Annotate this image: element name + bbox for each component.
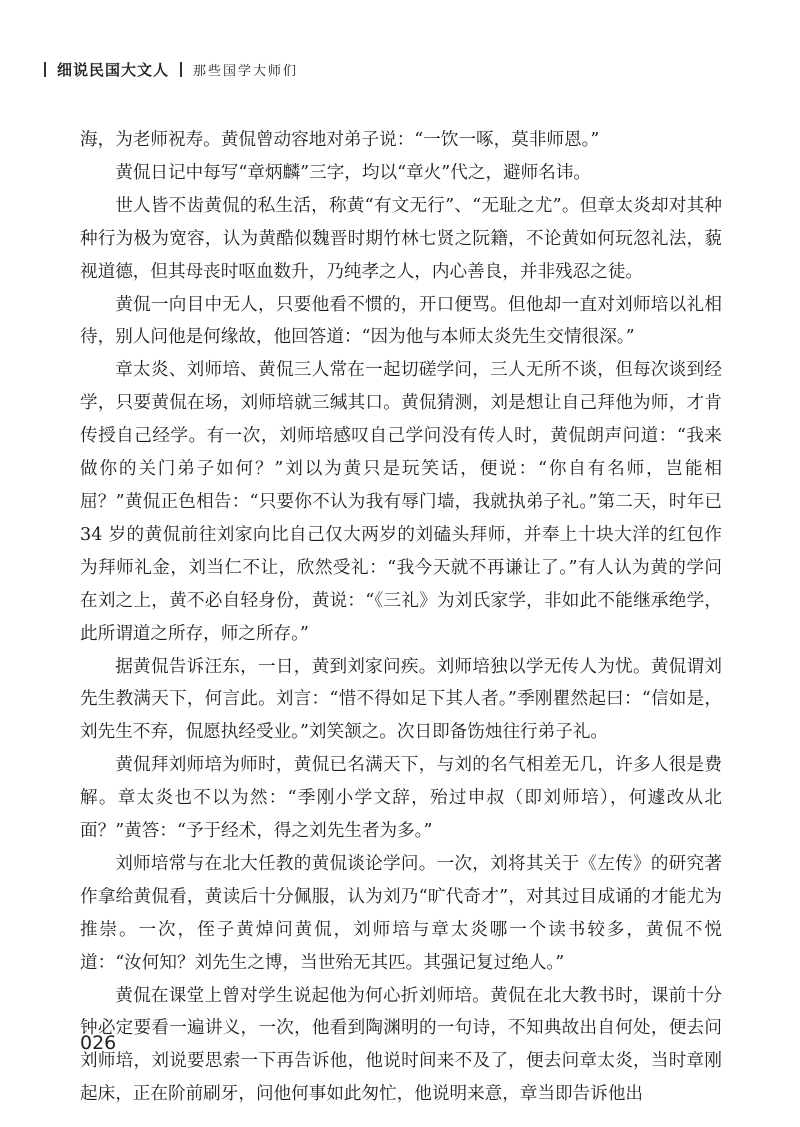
paragraph: 黄侃在课堂上曾对学生说起他为何心折刘师培。黄侃在北大教书时，课前十分钟必定要看一遍讲义，一次，他看到陶渊明的一句诗，不知典故出自何处，便去问刘师培，刘说要思索一下再告诉他，他说时间来不及了，便去问章太炎，当时章刚起床，正在阶前刷牙，问他何事如此匆忙，他说明来意，章当即告诉他出	[80, 985, 722, 1105]
book-title: 细说民国大文人	[57, 60, 170, 79]
paragraph: 黄侃拜刘师培为师时，黄侃已名满天下，与刘的名气相差无几，许多人很是费解。章太炎也不以为然：“季刚小学文辞，殆过申叔（即刘师培），何遽改从北面？”黄答：“予于经术，得之刘先生者为多。”	[80, 755, 722, 842]
paragraph: 刘师培常与在北大任教的黄侃谈论学问。一次，刘将其关于《左传》的研究著作拿给黄侃看，黄读后十分佩服，认为刘乃“旷代奇才”，对其过目成诵的才能尤为推崇。一次，侄子黄焯问黄侃，刘师培与章太炎哪一个读书较多，黄侃不悦道：“汝何知？刘先生之博，当世殆无其匹。其强记复过绝人。”	[80, 853, 722, 973]
paragraph: 黄侃一向目中无人，只要他看不惯的，开口便骂。但他却一直对刘师培以礼相待，别人问他是何缘故，他回答道：“因为他与本师太炎先生交情很深。”	[80, 294, 722, 348]
paragraph: 据黄侃告诉汪东，一日，黄到刘家问疾。刘师培独以学无传人为忧。黄侃谓刘先生教满天下，何言此。刘言：“惜不得如足下其人者。”季刚瞿然起曰：“信如是，刘先生不弃，侃愿执经受业。”刘笑颔之。次日即备饬烛往行弟子礼。	[80, 656, 722, 743]
header-separator-bar	[180, 62, 182, 77]
paragraph: 黄侃日记中每写“章炳麟”三字，均以“章火”代之，避师名讳。	[115, 162, 592, 183]
chapter-title: 那些国学大师们	[193, 63, 299, 79]
paragraph: 章太炎、刘师培、黄侃三人常在一起切磋学问，三人无所不谈，但每次谈到经学，只要黄侃在场，刘师培就三缄其口。黄侃猜测，刘是想让自己拜他为师，才肯传授自己经学。有一次，刘师培感叹自己学问没有传人时，黄侃朗声问道：“我来做你的关门弟子如何？”刘以为黄只是玩笑话，便说：“你自有名师，岂能相屈？”黄侃正色相告：“只要你不认为我有辱门墙，我就执弟子礼。”第二天，时年已 34 岁的黄侃前往刘家向比自己仅大两岁的刘磕头拜师，并奉上十块大洋的红包作为拜师礼金，刘当仁不让，欣然受礼：“我今天就不再谦让了。”有人认为黄的学问在刘之上，黄不必自轻身份，黄说：“《三礼》为刘氏家学，非如此不能继承绝学，此所谓道之所存，师之所存。”	[80, 360, 722, 644]
page-number: 026	[80, 1032, 117, 1054]
running-header	[44, 56, 298, 82]
body-text	[80, 124, 722, 1111]
paragraph-continued: 海，为老师祝寿。黄侃曾动容地对弟子说：“一饮一啄，莫非师恩。”	[80, 130, 600, 150]
paragraph: 世人皆不齿黄侃的私生活，称黄“有文无行”、“无耻之尤”。但章太炎却对其种种行为极为宽容，认为黄酷似魏晋时期竹林七贤之阮籍，不论黄如何玩忽礼法，藐视道德，但其母丧时呕血数升，乃纯孝之人，内心善良，并非残忍之徒。	[80, 195, 722, 282]
header-bar-left	[44, 62, 46, 77]
